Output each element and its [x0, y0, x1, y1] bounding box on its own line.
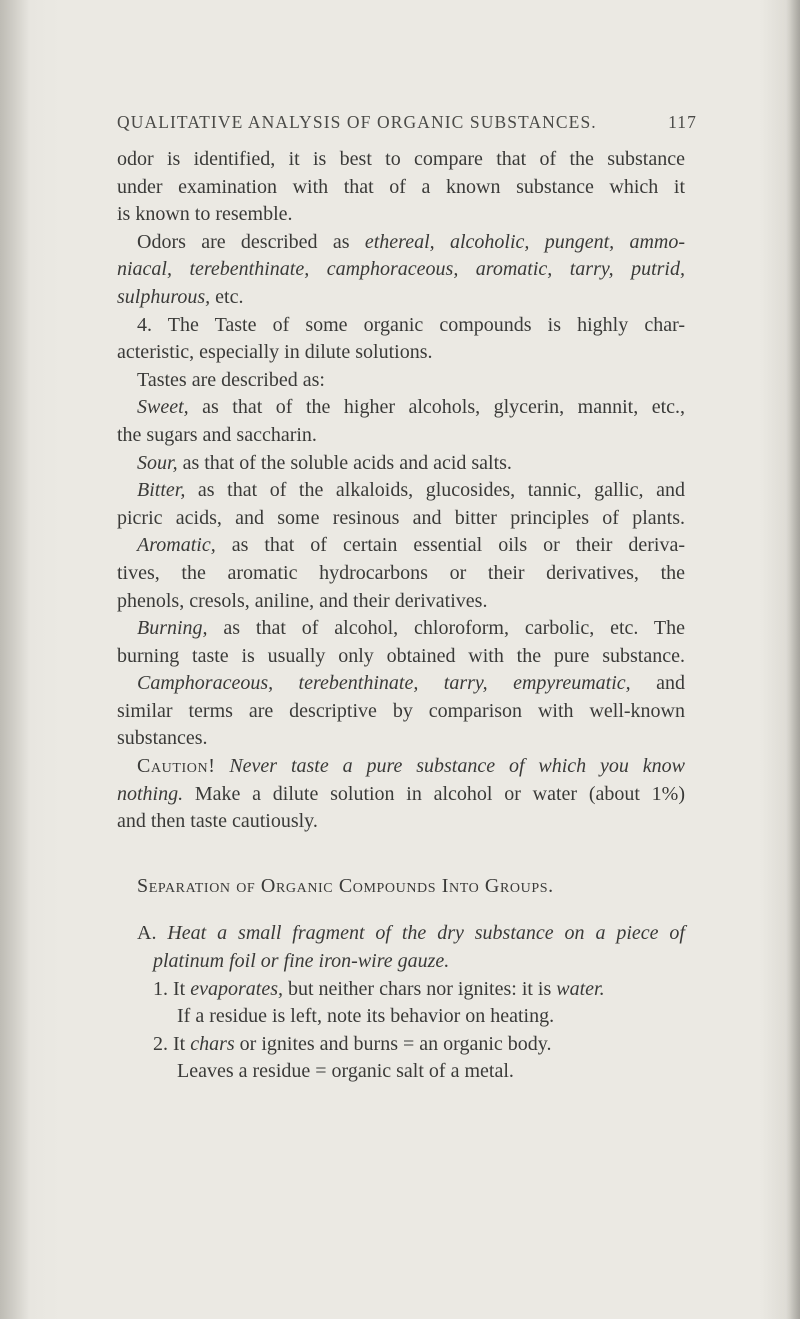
- text-line: Leaves a residue = organic salt of a metal.: [177, 1060, 514, 1083]
- page-number: 117: [668, 112, 697, 132]
- text-line: [117, 1031, 685, 1059]
- italic-span: nothing.: [117, 782, 184, 805]
- italic-span: evaporates,: [190, 977, 283, 1000]
- text-line: odor is identified, it is best to compare that of the substance: [117, 148, 685, 170]
- italic-span: Heat a small fragment of the dry substance on a piece of: [167, 922, 685, 945]
- text-line: and then taste cautiously.: [117, 810, 318, 833]
- text-span: Make a dilute solution in alcohol or water (about 1%): [183, 782, 685, 805]
- text-line: niacal, terebenthinate, camphoraceous, aromatic, tarry, putrid,: [117, 258, 685, 281]
- text-span: as that of the soluble acids and acid salts.: [177, 451, 512, 474]
- spine-shadow: [0, 0, 30, 1319]
- text-span: as that of the alkaloids, glucosides, tannic, gallic, and: [185, 479, 685, 502]
- text-line: [117, 450, 685, 478]
- text-line: If a residue is left, note its behavior on heating.: [177, 1005, 555, 1028]
- text-line: 4. The Taste of some organic compounds is highly char-: [137, 313, 685, 336]
- text-span: 2. It: [153, 1032, 191, 1055]
- text-line: [117, 781, 685, 809]
- text-line: similar terms are descriptive by comparison with well-known: [117, 699, 685, 722]
- text-line: is known to resemble.: [117, 203, 293, 226]
- italic-span: Never taste a pure substance of which you know: [215, 755, 685, 778]
- italic-span: Bitter,: [137, 479, 186, 502]
- text-line: [117, 532, 685, 560]
- text-span: or ignites and burns = an organic body.: [234, 1032, 552, 1055]
- text-span: and: [630, 672, 685, 695]
- italic-span: chars: [190, 1032, 235, 1055]
- italic-span: ethereal, alcoholic, pungent, ammo-: [364, 230, 685, 253]
- text-line: phenols, cresols, aniline, and their derivatives.: [117, 589, 488, 612]
- italic-span: water.: [556, 977, 605, 1000]
- text-line: the sugars and saccharin.: [117, 423, 317, 446]
- text-line: substances.: [117, 727, 208, 750]
- text-span: as that of alcohol, chloroform, carbolic, etc. The: [207, 617, 685, 640]
- text-line: [117, 477, 685, 505]
- italic-span: Burning,: [137, 617, 208, 640]
- text-span: 1. It: [153, 977, 191, 1000]
- text-line: [117, 670, 685, 698]
- running-title: QUALITATIVE ANALYSIS OF ORGANIC SUBSTANCES.: [117, 112, 597, 132]
- text-line: [117, 920, 685, 948]
- text-line: [117, 284, 685, 312]
- text-line: burning taste is usually only obtained with the pure substance.: [117, 644, 685, 667]
- page-edge-shadow: [786, 0, 800, 1319]
- text-span: Odors are described as: [137, 230, 365, 253]
- text-line: [117, 229, 685, 257]
- text-line: under examination with that of a known substance which it: [117, 175, 685, 198]
- text-line: Tastes are described as:: [137, 368, 325, 391]
- page-body: [117, 146, 685, 1086]
- text-span: A.: [137, 922, 168, 945]
- text-line: [117, 615, 685, 643]
- running-header: [117, 112, 697, 133]
- text-line: picric acids, and some resinous and bitter principles of plants.: [117, 506, 685, 529]
- italic-span: Aromatic,: [137, 534, 216, 557]
- text-span: as that of certain essential oils or their deriva-: [215, 534, 685, 557]
- section-heading: Separation of Organic Compounds Into Groups.: [137, 874, 554, 897]
- italic-span: Sweet,: [137, 396, 189, 419]
- italic-span: Camphoraceous, terebenthinate, tarry, empyreumatic,: [137, 672, 631, 695]
- text-span: but neither chars nor ignites: it is: [282, 977, 557, 1000]
- italic-span: Sour,: [137, 451, 178, 474]
- text-span: as that of the higher alcohols, glycerin, mannit, etc.,: [188, 396, 685, 419]
- text-line: [117, 976, 685, 1004]
- text-line: [117, 394, 685, 422]
- text-line: acteristic, especially in dilute solutions.: [117, 341, 433, 364]
- text-span: etc.: [210, 285, 244, 308]
- text-line: platinum foil or fine iron-wire gauze.: [153, 950, 450, 973]
- italic-span: sulphurous,: [117, 285, 211, 308]
- text-line: tives, the aromatic hydrocarbons or their derivatives, the: [117, 561, 685, 584]
- small-caps-span: Caution!: [137, 755, 216, 778]
- text-line: [117, 753, 685, 781]
